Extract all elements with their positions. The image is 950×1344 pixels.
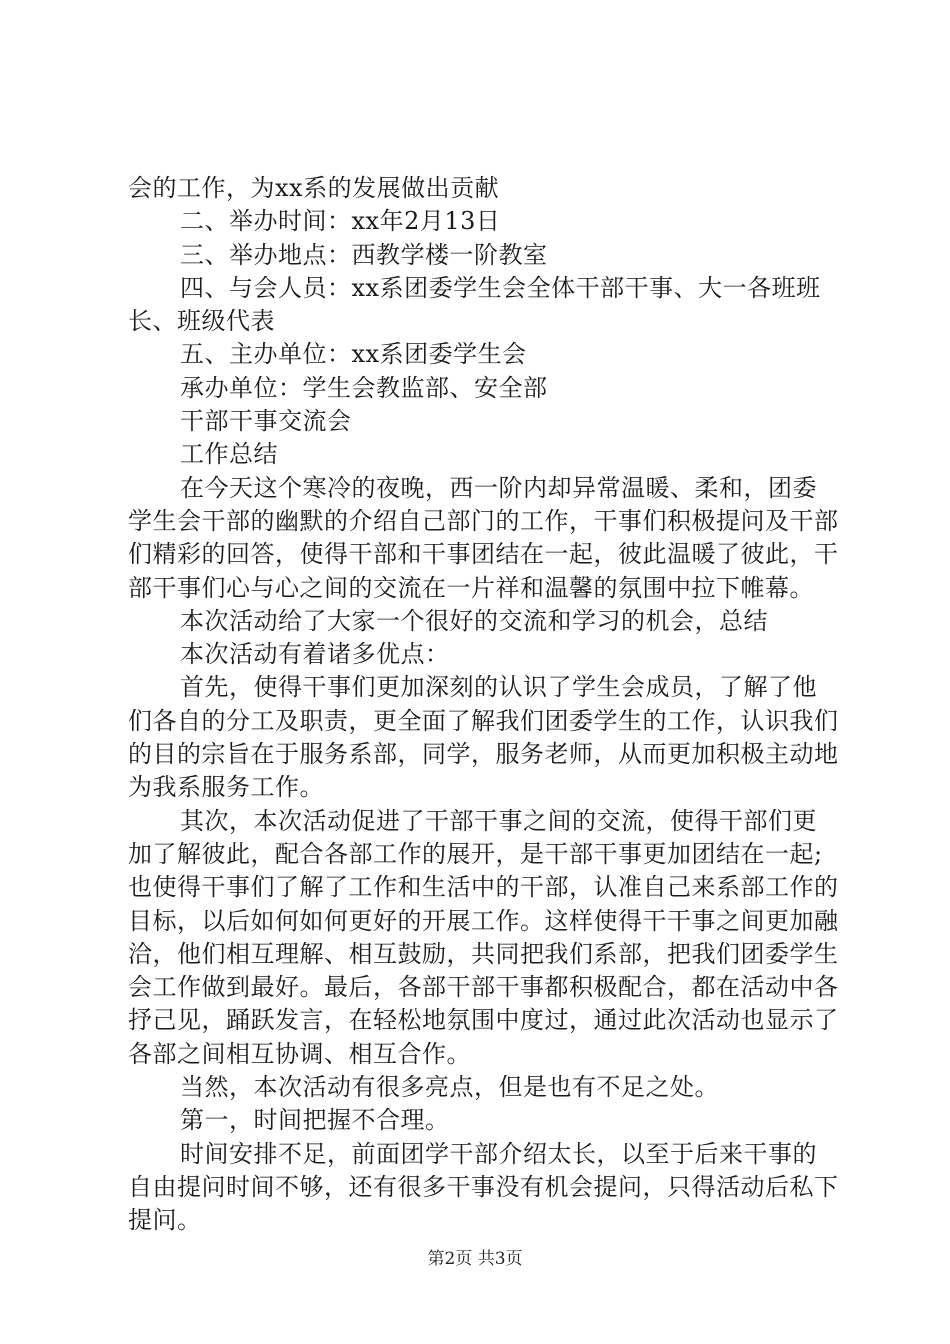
- paragraph: 承办单位：学生会教监部、安全部: [180, 373, 548, 402]
- paragraph: 工作总结: [180, 440, 278, 469]
- paragraph: 时间安排不足，前面团学干部介绍太长，以至于后来干事的自由提问时间不够，还有很多干事没有机会提问，只得活动后私下提问。: [128, 1139, 839, 1235]
- page-number-footer: 第2页 共3页: [427, 1249, 523, 1269]
- paragraph: 在今天这个寒冷的夜晚，西一阶内却异常温暖、柔和，团委学生会干部的幽默的介绍自己部门的工作，干事们积极提问及干部们精彩的回答，使得干部和干事团结在一起，彼此温暖了彼此，干部干事们心与心之间的交流在一片祥和温馨的氛围中拉下帷幕。: [128, 473, 839, 602]
- paragraph: 五、主办单位：xx系团委学生会: [180, 340, 527, 369]
- paragraph: 首先，使得干事们更加深刻的认识了学生会成员，了解了他们各自的分工及职责，更全面了解我们团委学生的工作，认识我们的目的宗旨在于服务系部，同学，服务老师，从而更加积极主动地为我系服务工作。: [128, 673, 839, 802]
- paragraph: 其次，本次活动促进了干部干事之间的交流，使得干部们更加了解彼此，配合各部工作的展开，是干部干事更加团结在一起;也使得干事们了解了工作和生活中的干部，认准自己来系部工作的目标，以后如何如何更好的开展工作。这样使得干干事之间更加融洽，他们相互理解、相互鼓励，共同把我们系部，把我们团委学生会工作做到最好。最后，各部干部干事都积极配合，都在活动中各抒己见，踊跃发言，在轻松地氛围中度过，通过此次活动也显示了各部之间相互协调、相互合作。: [128, 806, 839, 1068]
- paragraph: 本次活动有着诸多优点：: [180, 640, 450, 669]
- paragraph: 第一，时间把握不合理。: [180, 1106, 450, 1135]
- paragraph: 当然，本次活动有很多亮点，但是也有不足之处。: [180, 1073, 719, 1102]
- paragraph: 干部干事交流会: [180, 407, 352, 436]
- paragraph: 二、举办时间：xx年2月13日: [180, 207, 501, 236]
- paragraph: 会的工作，为xx系的发展做出贡献: [128, 174, 500, 202]
- paragraph: 三、举办地点：西教学楼一阶教室: [180, 240, 548, 269]
- paragraph: 本次活动给了大家一个很好的交流和学习的机会，总结: [180, 606, 768, 635]
- paragraph: 四、与会人员：xx系团委学生会全体干部干事、大一各班班长、班级代表: [128, 273, 821, 336]
- document-body: [128, 172, 840, 1238]
